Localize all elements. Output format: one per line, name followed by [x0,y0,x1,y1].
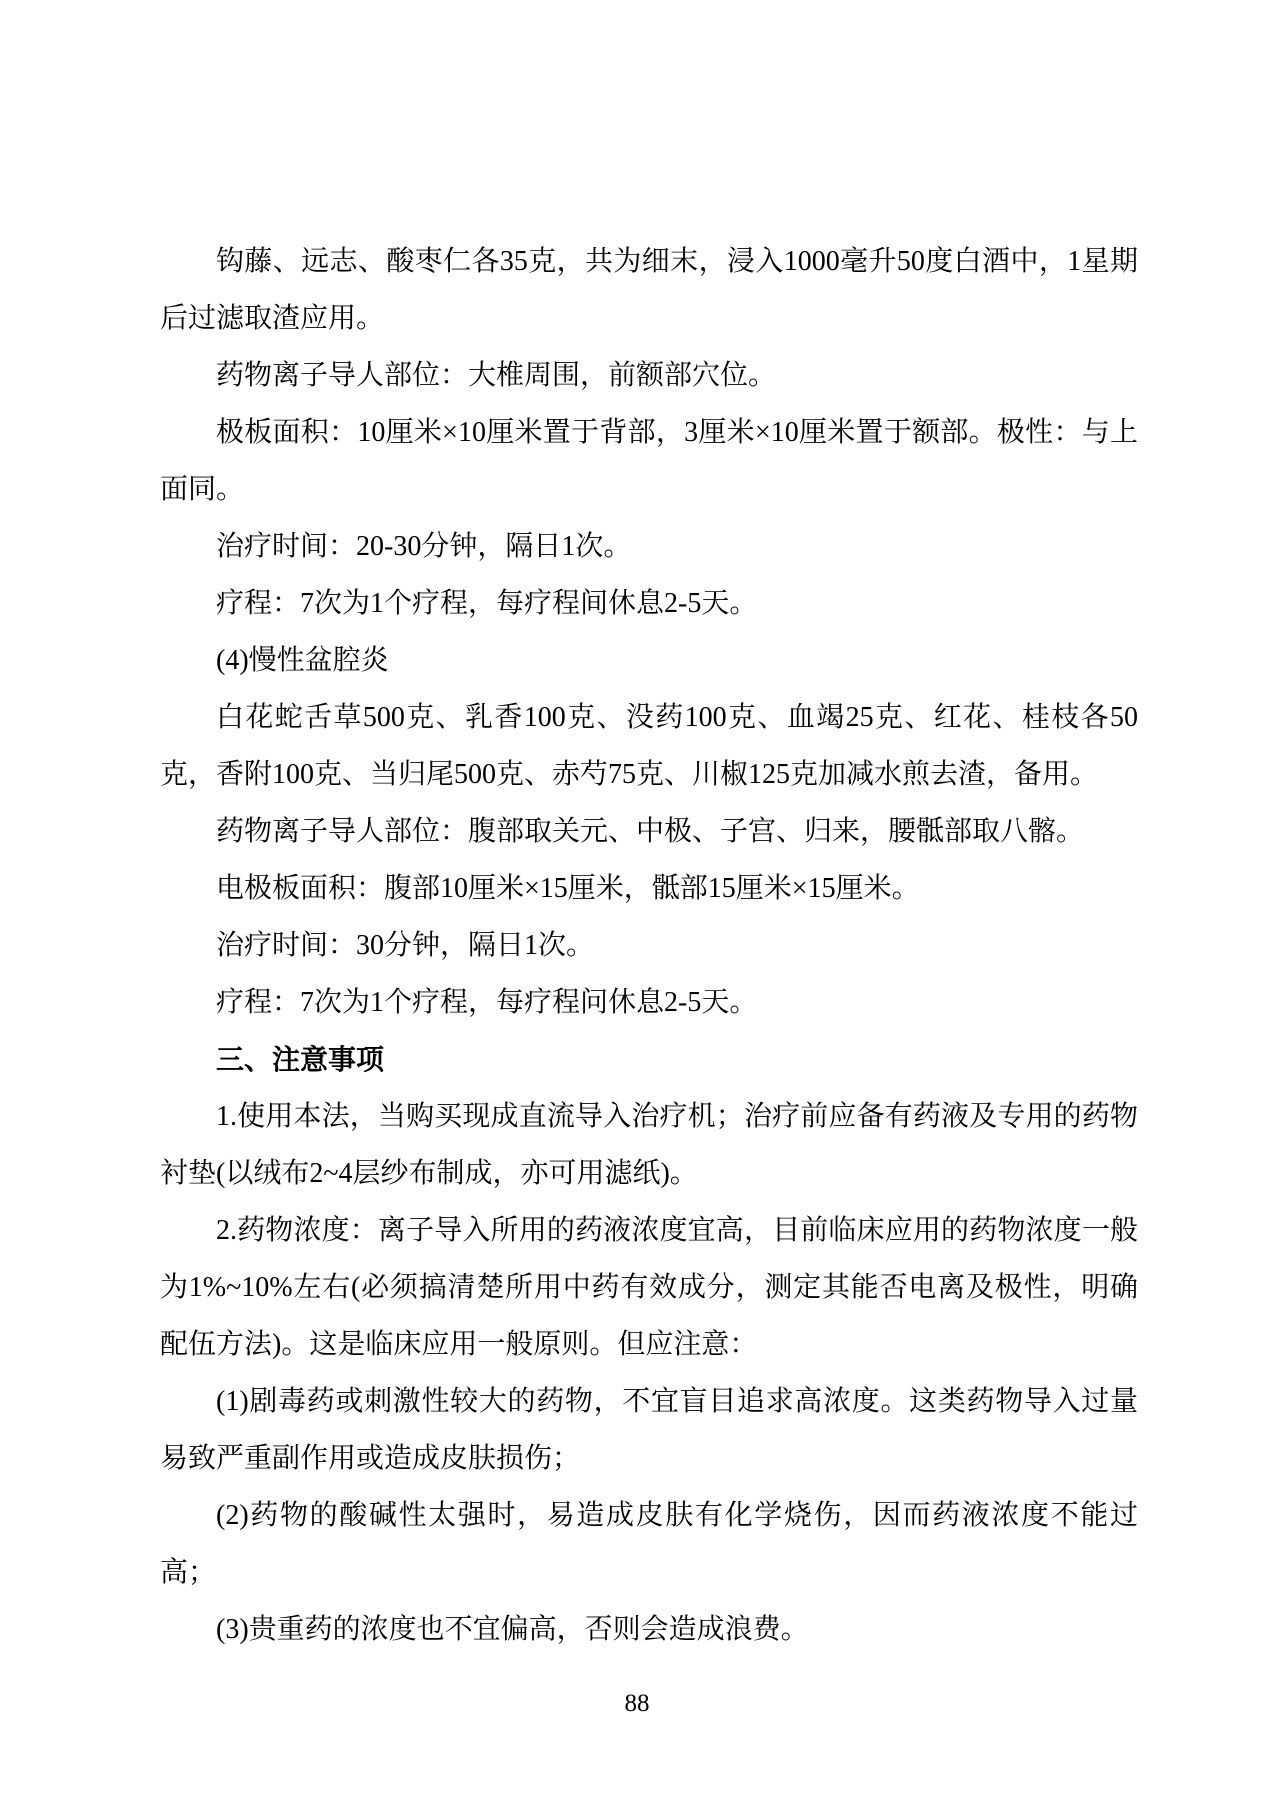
paragraph-course-1: 疗程：7次为1个疗程，每疗程间休息2-5天。 [216,588,758,619]
paragraph-plate-area-back: 极板面积：10厘米×10厘米置于背部，3厘米×10厘米置于额部。极性：与上面同。 [160,417,1138,505]
paragraph-note-2-2: (2)药物的酸碱性太强时，易造成皮肤有化学烧伤，因而药液浓度不能过高； [160,1500,1138,1588]
paragraph-note-1: 1.使用本法，当购买现成直流导入治疗机；治疗前应备有药液及专用的药物衬垫(以绒布2~4层纱布制成，亦可用滤纸)。 [160,1101,1138,1189]
paragraph-note-2-1: (1)剧毒药或刺激性较大的药物，不宜盲目追求高浓度。这类药物导入过量易致严重副作用或造成皮肤损伤； [160,1386,1138,1474]
paragraph-treatment-time-1: 治疗时间：20-30分钟，隔日1次。 [216,531,632,562]
paragraph-recipe-baihuasheshecao: 白花蛇舌草500克、乳香100克、没药100克、血竭25克、红花、桂枝各50克，香附100克、当归尾500克、赤芍75克、川椒125克加减水煎去渣，备用。 [160,702,1138,790]
section-heading-precautions: 三、注意事项 [216,1044,385,1075]
paragraph-ion-sites-abdomen: 药物离子导人部位：腹部取关元、中极、子宫、归来，腰骶部取八髂。 [216,816,1085,847]
paragraph-course-2: 疗程：7次为1个疗程，每疗程问休息2-5天。 [216,987,758,1018]
paragraph-electrode-area: 电极板面积：腹部10厘米×15厘米，骶部15厘米×15厘米。 [216,873,920,904]
paragraph-note-2-3: (3)贵重药的浓度也不宜偏高，否则会造成浪费。 [216,1614,809,1645]
paragraph-treatment-time-2: 治疗时间：30分钟，隔日1次。 [216,930,595,961]
paragraph-note-2: 2.药物浓度：离子导入所用的药液浓度宜高，目前临床应用的药物浓度一般为1%~10%左右(必须搞清楚所用中药有效成分，测定其能否电离及极性，明确配伍方法)。这是临床应用一般原则。但应注意： [160,1215,1138,1360]
document-body [160,233,1138,1658]
page-number: 88 [624,1690,650,1717]
paragraph-subsection-pelvic-inflammation: (4)慢性盆腔炎 [216,645,389,676]
paragraph-recipe-gouteng: 钩藤、远志、酸枣仁各35克，共为细末，浸入1000毫升50度白酒中，1星期后过滤取渣应用。 [160,246,1138,334]
paragraph-ion-sites-head: 药物离子导人部位：大椎周围，前额部穴位。 [216,360,777,391]
